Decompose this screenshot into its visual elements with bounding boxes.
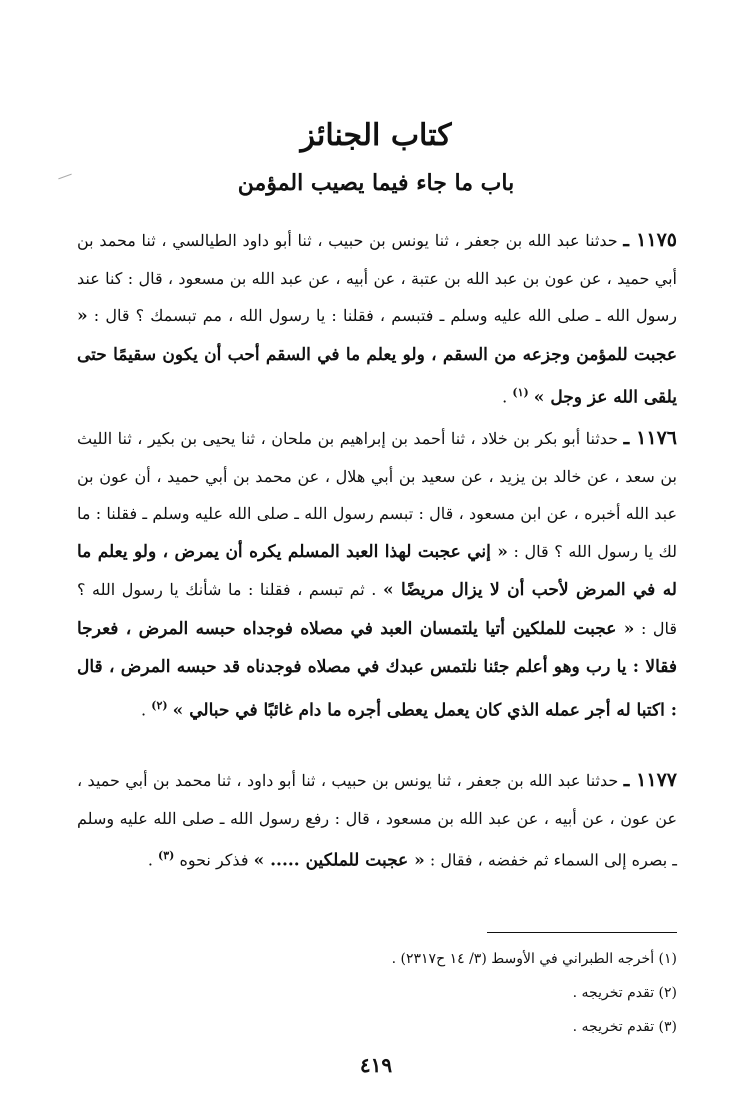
footnote-ref: (٢)	[151, 698, 168, 712]
hadith-end: .	[502, 387, 508, 407]
chapter-title: باب ما جاء فيما يصيب المؤمن	[237, 170, 515, 196]
hadith-text: حدثنا عبد الله بن جعفر ، ثنا يونس بن حبيب ، ثنا أبو داود ، ثنا محمد بن أبي حميد ، عن عون ، عن أبيه ، عن عبد الله بن مسعود ، قال : رفع رسول الله ـ صلى الله عليه وسلم ـ بصره إلى السماء ثم خفضه ، فقال :	[77, 771, 677, 870]
footnote-item: (٢) تقدم تخريجه .	[572, 985, 677, 1001]
hadith-quote: « عجبت للملكين ..... »	[253, 850, 425, 871]
hadith-quote: « عجبت للمؤمن وجزعه من السقم ، ولو يعلم ما في السقم أحب أن يكون سقيمًا حتى يلقى الله عز وجل »	[77, 306, 677, 408]
footnote-ref: (٣)	[158, 849, 175, 862]
hadith-text-continued: فذكر نحوه	[179, 850, 249, 870]
hadith-end: .	[147, 850, 153, 870]
hadith-number: ١١٧٧ ـ	[623, 769, 677, 791]
hadith-1175	[77, 222, 677, 417]
hadith-quote-second: « عجبت للملكين أتيا يلتمسان العبد في مصلاه فوجداه حبسه المرض ، فعرجا فقالا : يا رب وهو أعلم جئنا نلتمس عبدك في مصلاه فوجدناه قد حبسه المرض ، قال : اكتبا له أجر عمله الذي كان يعمل يعطى أجره ما دام غائبًا في حبالي »	[77, 618, 677, 720]
hadith-1176	[77, 420, 677, 729]
book-title: كتاب الجنائز	[300, 118, 452, 153]
hadith-text: حدثنا عبد الله بن جعفر ، ثنا يونس بن حبيب ، ثنا أبو داود الطيالسي ، ثنا محمد بن أبي حميد ، عن عون بن عبد الله بن عتبة ، عن أبيه ، عن عبد الله بن مسعود ، قال : كنا عند رسول الله ـ صلى الله عليه وسلم ـ فتبسم ، فقلنا : يا رسول الله ، مم تبسمك ؟ قال :	[77, 231, 677, 325]
hadith-text: حدثنا أبو بكر بن خلاد ، ثنا أحمد بن إبراهيم بن ملحان ، ثنا يحيى بن بكير ، ثنا الليث بن سعد ، عن خالد بن يزيد ، عن سعيد بن أبي هلال ، عن محمد بن أبي حميد ، أن عون بن عبد الله أخبره ، عن ابن مسعود ، قال : تبسم رسول الله ـ صلى الله عليه وسلم ـ فقلنا : ما لك يا رسول الله ؟ قال :	[77, 429, 678, 561]
hadith-quote: « إني عجبت لهذا العبد المسلم يكره أن يمرض ، ولو يعلم ما له في المرض لأحب أن لا يزال مريضًا »	[77, 541, 677, 600]
hadith-text-continued: . ثم تبسم ، فقلنا : ما شأنك يا رسول الله ؟ قال :	[77, 580, 678, 638]
hadith-end: .	[141, 699, 147, 719]
footnote-item: (٣) تقدم تخريجه .	[572, 1019, 677, 1035]
hadith-number: ١١٧٦ ـ	[623, 427, 677, 449]
footnotes	[77, 942, 677, 1044]
footnote-item: (١) أخرجه الطبراني في الأوسط (٣/ ١٤ ح٢٣١٧) .	[391, 951, 677, 967]
hadith-number: ١١٧٥ ـ	[623, 229, 677, 251]
footnote-ref: (١)	[512, 386, 529, 399]
page-number: ٤١٩	[359, 1053, 393, 1077]
hadith-1177	[77, 762, 677, 880]
footnote-divider	[487, 932, 677, 933]
